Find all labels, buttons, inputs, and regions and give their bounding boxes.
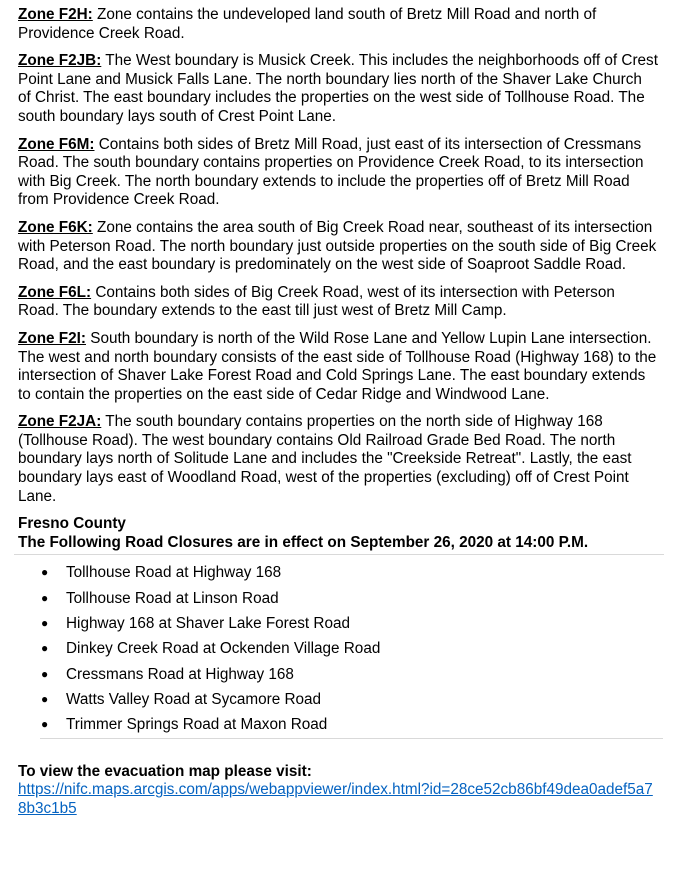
closure-text: Trimmer Springs Road at Maxon Road bbox=[66, 716, 328, 734]
zone-label: Zone F6M: bbox=[18, 135, 95, 153]
bullet-icon: ● bbox=[41, 691, 49, 706]
zone-paragraph-f2i bbox=[18, 330, 658, 404]
closure-text: Tollhouse Road at Linson Road bbox=[66, 589, 279, 607]
zone-description: Contains both sides of Bretz Mill Road, just east of its intersection of Cressmans Road. The south boundary contains properties on Providence Creek Road, to its intersection with Big Creek. The north boundary extends to include the properties off of Bretz Mill Road from Providence Creek Road. bbox=[18, 135, 644, 209]
closure-text: Dinkey Creek Road at Ockenden Village Road bbox=[66, 640, 381, 658]
bullet-icon: ● bbox=[41, 666, 49, 681]
county-heading: Fresno County bbox=[18, 515, 126, 533]
zone-label: Zone F2I: bbox=[18, 329, 86, 347]
closure-text: Watts Valley Road at Sycamore Road bbox=[66, 690, 322, 708]
zone-paragraph-f2jb bbox=[18, 52, 658, 126]
bullet-icon: ● bbox=[41, 616, 49, 631]
zone-label: Zone F2JA: bbox=[18, 413, 102, 431]
zone-description: Zone contains the area south of Big Creek Road near, southeast of its intersection with Peterson Road. The north boundary just outside properties on the south side of Big Creek Road, and the east boundary is predominately on the west side of Soaproot Saddle Road. bbox=[18, 218, 657, 274]
list-item bbox=[18, 712, 658, 737]
zone-label: Zone F2H: bbox=[18, 6, 93, 23]
closure-text: Highway 168 at Shaver Lake Forest Road bbox=[66, 615, 351, 633]
list-item bbox=[18, 687, 658, 712]
zone-description: Contains both sides of Big Creek Road, west of its intersection with Peterson Road. The boundary extends to the east till just west of Bretz Mill Camp. bbox=[18, 283, 615, 320]
road-closures-list bbox=[18, 555, 658, 737]
zone-paragraph-f2ja bbox=[18, 413, 658, 506]
road-closures-heading: The Following Road Closures are in effect on September 26, 2020 at 14:00 P.M. bbox=[18, 533, 589, 551]
zone-paragraph-f6k bbox=[18, 219, 658, 275]
list-item bbox=[18, 662, 658, 687]
zone-description: Zone contains the undeveloped land south of Bretz Mill Road and north of Providence Creek Road. bbox=[18, 6, 597, 42]
zone-description: The south boundary contains properties on the north side of Highway 168 (Tollhouse Road). The west boundary contains Old Railroad Grade Bed Road. The north boundary lays north of Solitude Lane and includes the "Creekside Retreat". Lastly, the east boundary lays east of Woodland Road, west of the properties (excluding) off of Crest Point Lane. bbox=[18, 413, 632, 505]
bullet-icon: ● bbox=[41, 717, 49, 732]
list-item bbox=[18, 586, 658, 611]
zone-description: South boundary is north of the Wild Rose Lane and Yellow Lupin Lane intersection. The west and north boundary consists of the east side of Tollhouse Road (Highway 168) to the intersection of Shaver Lake Forest Road and Cold Springs Lane. The east boundary extends to contain the properties on the east side of Cedar Ridge and Windwood Lane. bbox=[18, 329, 657, 403]
divider bbox=[40, 738, 663, 739]
zone-label: Zone F6K: bbox=[18, 218, 93, 236]
zone-label: Zone F2JB: bbox=[18, 52, 102, 70]
bullet-icon: ● bbox=[41, 641, 49, 656]
bullet-icon: ● bbox=[41, 565, 49, 580]
evacuation-map-heading: To view the evacuation map please visit: bbox=[18, 762, 312, 780]
bullet-icon: ● bbox=[41, 590, 49, 605]
evacuation-map-link[interactable]: https://nifc.maps.arcgis.com/apps/webappviewer/index.html?id=28ce52cb86bf49dea0adef5a78b3c1b5 bbox=[18, 781, 653, 817]
zone-description: The West boundary is Musick Creek. This includes the neighborhoods off of Crest Point Lane and Musick Falls Lane. The north boundary lies north of the Shaver Lake Church of Christ. The east boundary includes the properties on the west side of Tollhouse Road. The south boundary lays south of Crest Point Lane. bbox=[18, 52, 658, 125]
zone-paragraph-f2h bbox=[18, 6, 658, 43]
list-item bbox=[18, 560, 658, 585]
list-item bbox=[18, 611, 658, 636]
closure-text: Cressmans Road at Highway 168 bbox=[66, 665, 294, 683]
zone-paragraph-f6l bbox=[18, 284, 658, 321]
closure-text: Tollhouse Road at Highway 168 bbox=[66, 564, 282, 582]
zone-paragraph-f6m bbox=[18, 136, 658, 210]
list-item bbox=[18, 636, 658, 661]
zone-label: Zone F6L: bbox=[18, 283, 92, 301]
